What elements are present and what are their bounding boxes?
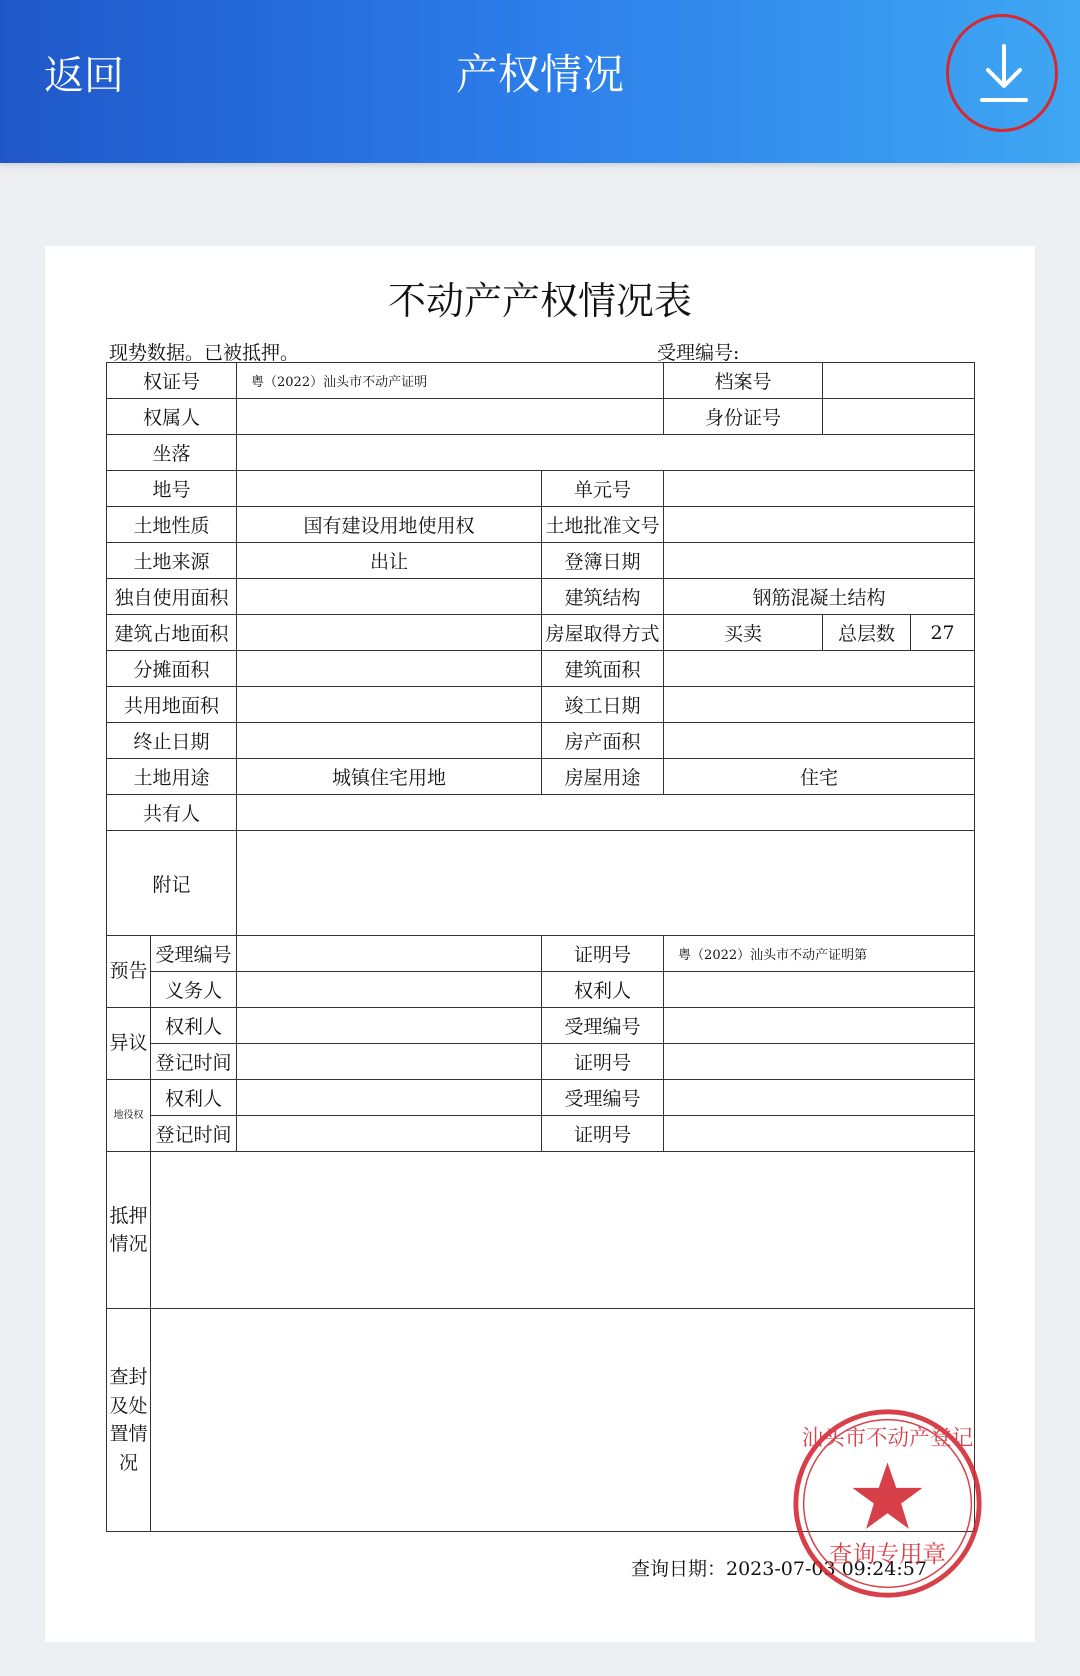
remarks-value — [237, 831, 975, 936]
exclusive-area-value — [237, 579, 542, 615]
co-owner-value — [237, 795, 975, 831]
easement-accept-no-value — [664, 1080, 975, 1116]
property-area-value — [664, 723, 975, 759]
status-text: 现势数据。已被抵押。 — [109, 342, 300, 364]
objection-register-time-label: 登记时间 — [151, 1044, 237, 1080]
acquire-method-label: 房屋取得方式 — [542, 615, 664, 651]
unit-no-label: 单元号 — [542, 471, 664, 507]
notice-accept-no-value — [237, 936, 542, 972]
end-date-value — [237, 723, 542, 759]
back-button[interactable]: 返回 — [44, 53, 124, 99]
structure-label: 建筑结构 — [542, 579, 664, 615]
objection-right-holder-value — [237, 1008, 542, 1044]
property-document — [45, 246, 1035, 1642]
id-no-value — [823, 399, 975, 435]
land-use-value: 城镇住宅用地 — [237, 759, 542, 795]
structure-value: 钢筋混凝土结构 — [664, 579, 975, 615]
shared-area-label: 分摊面积 — [107, 651, 237, 687]
document-title: 不动产产权情况表 — [387, 279, 692, 323]
register-date-label: 登簿日期 — [542, 543, 664, 579]
land-nature-value: 国有建设用地使用权 — [237, 507, 542, 543]
objection-proof-no-value — [664, 1044, 975, 1080]
remarks-label: 附记 — [107, 831, 237, 936]
lot-no-label: 地号 — [107, 471, 237, 507]
easement-register-time-label: 登记时间 — [151, 1116, 237, 1152]
land-source-label: 土地来源 — [107, 543, 237, 579]
page-title: 产权情况 — [455, 50, 624, 99]
register-date-value — [664, 543, 975, 579]
location-label: 坐落 — [107, 435, 237, 471]
exclusive-area-label: 独自使用面积 — [107, 579, 237, 615]
total-floors-value: 27 — [911, 615, 975, 651]
footprint-label: 建筑占地面积 — [107, 615, 237, 651]
easement-right-holder-value — [237, 1080, 542, 1116]
archive-no-value — [823, 363, 975, 399]
objection-register-time-value — [237, 1044, 542, 1080]
objection-right-holder-label: 权利人 — [151, 1008, 237, 1044]
seizure-label: 查封及处置情况 — [107, 1309, 151, 1532]
owner-label: 权属人 — [107, 399, 237, 435]
total-floors-label: 总层数 — [823, 615, 911, 651]
mortgage-label: 抵押情况 — [107, 1152, 151, 1309]
easement-proof-no-value — [664, 1116, 975, 1152]
easement-register-time-value — [237, 1116, 542, 1152]
accept-no-label: 受理编号: — [657, 342, 740, 364]
svg-text:查询专用章: 查询专用章 — [829, 1540, 946, 1568]
footprint-value — [237, 615, 542, 651]
common-land-value — [237, 687, 542, 723]
property-table — [106, 362, 975, 1532]
objection-group-label: 异议 — [107, 1008, 151, 1080]
notice-right-holder-value — [664, 972, 975, 1008]
mortgage-value — [151, 1152, 975, 1309]
land-use-label: 土地用途 — [107, 759, 237, 795]
objection-accept-no-label: 受理编号 — [542, 1008, 664, 1044]
seal-icon — [790, 1406, 985, 1601]
land-nature-label: 土地性质 — [107, 507, 237, 543]
completion-date-label: 竣工日期 — [542, 687, 664, 723]
query-date: 查询日期：2023-07-03 09:24:57 — [631, 1558, 927, 1580]
notice-proof-no-label: 证明号 — [542, 936, 664, 972]
cert-no-label: 权证号 — [107, 363, 237, 399]
objection-accept-no-value — [664, 1008, 975, 1044]
notice-obligor-value — [237, 972, 542, 1008]
notice-right-holder-label: 权利人 — [542, 972, 664, 1008]
co-owner-label: 共有人 — [107, 795, 237, 831]
top-bar — [0, 0, 1080, 163]
notice-proof-no-value: 粤（2022）汕头市不动产证明第 — [664, 936, 975, 972]
download-icon — [978, 44, 1030, 104]
notice-group-label: 预告 — [107, 936, 151, 1008]
common-land-label: 共用地面积 — [107, 687, 237, 723]
house-use-label: 房屋用途 — [542, 759, 664, 795]
notice-accept-no-label: 受理编号 — [151, 936, 237, 972]
easement-group-label: 地役权 — [107, 1080, 151, 1152]
land-source-value: 出让 — [237, 543, 542, 579]
land-approval-value — [664, 507, 975, 543]
end-date-label: 终止日期 — [107, 723, 237, 759]
house-use-value: 住宅 — [664, 759, 975, 795]
building-area-value — [664, 651, 975, 687]
id-no-label: 身份证号 — [664, 399, 823, 435]
easement-right-holder-label: 权利人 — [151, 1080, 237, 1116]
objection-proof-no-label: 证明号 — [542, 1044, 664, 1080]
building-area-label: 建筑面积 — [542, 651, 664, 687]
owner-value — [237, 399, 664, 435]
easement-accept-no-label: 受理编号 — [542, 1080, 664, 1116]
download-button[interactable] — [978, 44, 1030, 104]
unit-no-value — [664, 471, 975, 507]
shared-area-value — [237, 651, 542, 687]
land-approval-label: 土地批准文号 — [542, 507, 664, 543]
completion-date-value — [664, 687, 975, 723]
lot-no-value — [237, 471, 542, 507]
svg-text:汕头市不动产登记: 汕头市不动产登记 — [801, 1426, 974, 1451]
easement-proof-no-label: 证明号 — [542, 1116, 664, 1152]
property-area-label: 房产面积 — [542, 723, 664, 759]
location-value — [237, 435, 975, 471]
notice-obligor-label: 义务人 — [151, 972, 237, 1008]
acquire-method-value: 买卖 — [664, 615, 823, 651]
cert-no-value: 粤（2022）汕头市不动产证明 — [237, 363, 664, 399]
archive-no-label: 档案号 — [664, 363, 823, 399]
